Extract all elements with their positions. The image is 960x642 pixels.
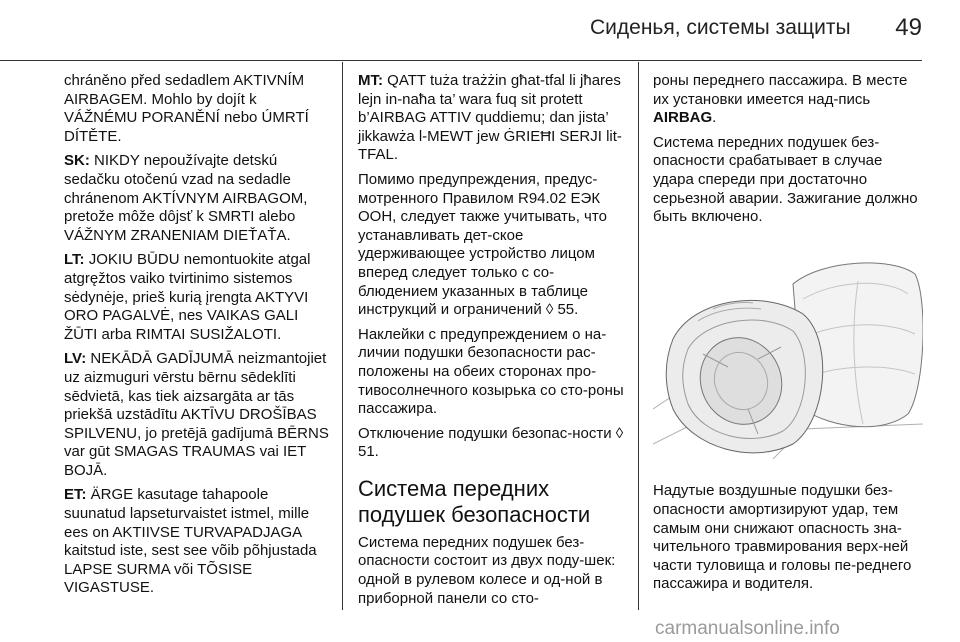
section-heading: Система передних подушек безопасности — [358, 475, 591, 527]
page-title: Сиденья, системы защиты — [590, 16, 851, 39]
column-3 — [653, 72, 923, 600]
paragraph-warning-labels: Наклейки с предупреждением о на‐личии подушки безопасности рас‐положены на обеих сторонах про‐тивосолнечного козырька со сто‐роны пассажира. — [358, 325, 624, 418]
lang-label-mt: MT: — [358, 72, 383, 89]
paragraph-sk: SK: NIKDY nepoužívajte detskú sedačku otočenú vzad na sedadle chránenom AKTÍVNYM AIRBAGOM, pretože môže dôjsť k SMRTI alebo VÁŽNYM ZRANENIAM DIEŤAŤA. — [64, 152, 308, 244]
lang-label-et: ET: — [64, 486, 87, 504]
lang-label-lv: LV: — [64, 350, 87, 368]
paragraph-airbag-deactivation: Отключение подушки безопас‐ности ◊ 51. — [358, 424, 624, 461]
paragraph-mt: MT: QATT tuża trażżin għat-tfal li jħares lejn in-naħa ta’ wara fuq sit protett b’AIRBAG ATTIV quddiemu; dan jista’ jikkawża l-MEWT jew ĠRIEĦI SERJI lit-TFAL. — [358, 72, 622, 164]
paragraph-airbag-marking: роны переднего пассажира. В месте их установки имеется над‐пись AIRBAG. — [653, 72, 908, 127]
column-divider-2 — [638, 62, 639, 610]
column-divider-1 — [342, 62, 343, 610]
paragraph-r94-note: Помимо предупреждения, предус‐мотренного Правилом R94.02 ЕЭК ООН, следует также учитывать, что устанавливать дет‐ское удерживающее устройство лицом вперед следует только с со‐блюдением указанных в таблице инструкций и ограничений ◊ 55. — [358, 170, 607, 319]
lang-label-sk: SK: — [64, 152, 90, 170]
paragraph-lv: LV: NEKĀDĀ GADĪJUMĀ neizmantojiet uz aizmuguri vērstu bērnu sēdeklīti sēdvietā, kas tiek aizsargāta ar tās priekšā uzstādītu AKTĪVU DROŠĪBAS SPILVENU, jo pretējā gadījumā BĒRNS var gūt SMAGAS TRAUMAS vai IET BOJĀ. — [64, 350, 329, 479]
lang-label-lt: LT: — [64, 251, 85, 269]
paragraph-deployment: Система передних подушек без‐опасности срабатывает в случае удара спереди при достаточно серьезной аварии. Зажигание должно быть включено. — [653, 133, 918, 226]
page-number: 49 — [895, 14, 922, 41]
paragraph-et: ET: ÄRGE kasutage tahapoole suunatud lapseturvaistet istmel, mille ees on AKTIIVSE TURVAPADJAGA kaitstud iste, sest see võib põhjustada LAPSE SURMA või TÕSISE VIGASTUSE. — [64, 486, 317, 597]
column-1 — [64, 72, 334, 604]
watermark: carmanualsonline.info — [655, 618, 840, 639]
paragraph-system-intro: Система передних подушек без‐опасности состоит из двух поду‐шек: одной в рулевом колесе и од‐ной в приборной панели со сто‐ — [358, 533, 616, 607]
airbag-illustration — [653, 259, 923, 459]
paragraph-cushioning: Надутые воздушные подушки без‐опасности амортизируют удар, тем самым они снижают опасность зна‐чительного травмирования верх‐ней части туловища и головы пе‐реднего пассажира и водителя. — [653, 482, 912, 593]
header-divider — [0, 60, 922, 61]
column-2 — [358, 72, 628, 614]
paragraph-lt: LT: JOKIU BŪDU nemontuokite atgal atgręžtos vaiko tvirtinimo sistemos sėdynėje, prieš kurią įrengta AKTYVI ORO PAGALVĖ, nes VAIKAS GALI ŽŪTI arba RIMTAI SUSIŽALOTI. — [64, 251, 311, 343]
paragraph-cz: chráněno před sedadlem AKTIVNÍM AIRBAGEM. Mohlo by dojít k VÁŽNÉMU PORANĚNÍ nebo ÚMRTÍ DÍTĚTE. — [64, 72, 309, 145]
